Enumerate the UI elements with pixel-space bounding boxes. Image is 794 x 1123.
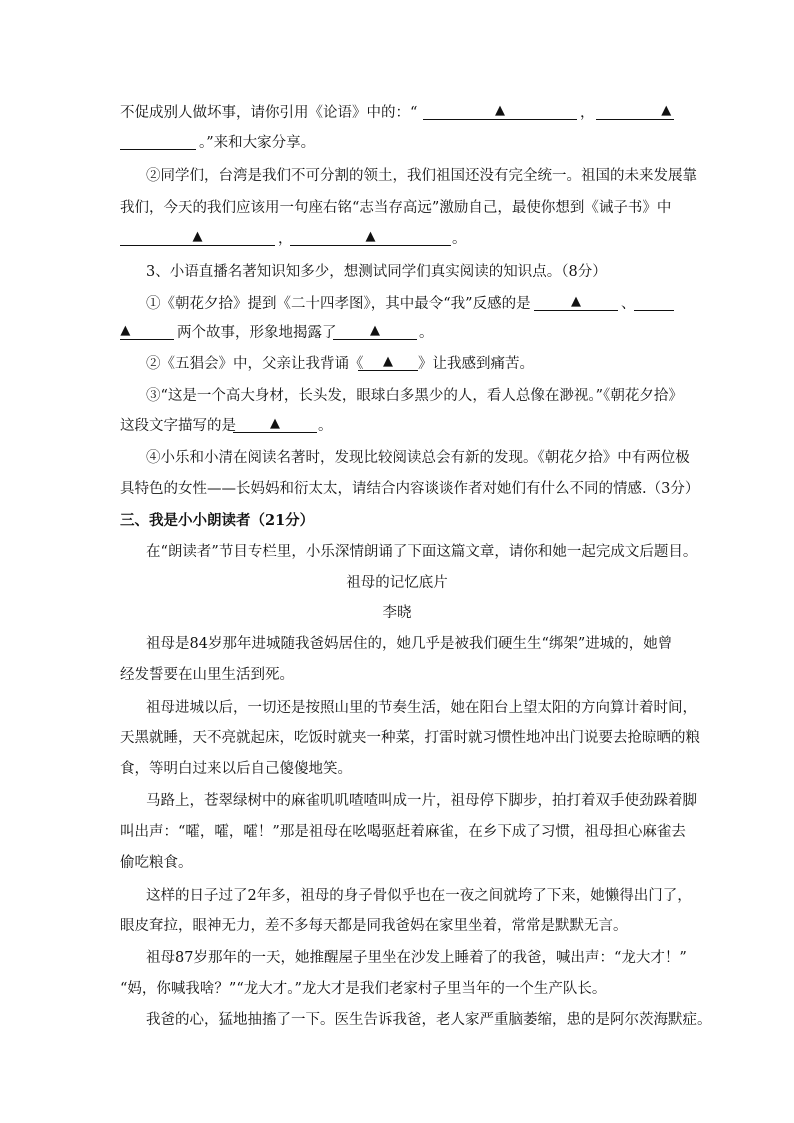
- blank-marker-icon: ▲: [495, 103, 505, 118]
- question-text: 两个故事，形象地揭露了: [177, 325, 337, 341]
- blank-marker-icon: ▲: [661, 103, 672, 118]
- blank-marker-icon: ▲: [192, 229, 203, 244]
- article-text: 天黑就睡，天不亮就起床，吃饭时就夹一种菜，打雷时就习惯性地冲出门说要去抢晾晒的粮: [120, 730, 700, 746]
- article-text: 偷吃粮食。: [120, 855, 193, 871]
- article-text: 叫出声：“嚯，嚯，嚯！”那是祖母在吆喝驱赶着麻雀，在乡下成了习惯，祖母担心麻雀去: [120, 824, 686, 840]
- punctuation: 。: [452, 231, 467, 247]
- instruction-text: 在“朗读者”节目专栏里，小乐深情朗诵了下面这篇文章，请你和她一起完成文后题目。: [146, 544, 698, 560]
- question-text: ③“这是一个高大身材，长头发，眼球白多黑少的人，看人总像在渺视。”《朝花夕拾》: [146, 388, 683, 404]
- question-text: 。”来和大家分享。: [199, 135, 316, 151]
- blank-marker-icon: ▲: [365, 229, 376, 244]
- question-text: 我们，今天的我们应该用一句座右铭“志当存高远”激励自己，最使你想到《诫子书》中: [120, 200, 672, 216]
- punctuation: ，: [580, 105, 595, 121]
- question-heading: 3、小语直播名著知识知多少，想测试同学们真实阅读的知识点。（8分）: [146, 264, 607, 280]
- answer-blank[interactable]: [596, 103, 674, 120]
- answer-blank[interactable]: [290, 229, 451, 246]
- article-text: 祖母进城以后，一切还是按照山里的节奏生活，她在阳台上望太阳的方向算计着时间，: [146, 700, 697, 716]
- punctuation: ，: [278, 231, 293, 247]
- answer-blank[interactable]: [534, 294, 618, 311]
- article-text: 祖母是84岁那年进城随我爸妈居住的，她几乎是被我们硬生生“绑架”进城的，她曾: [146, 636, 673, 652]
- answer-blank[interactable]: [634, 294, 674, 311]
- article-text: 眼皮耷拉，眼神无力，差不多每天都是同我爸妈在家里坐着，常常是默默无言。: [120, 918, 628, 934]
- punctuation: 、: [621, 296, 636, 312]
- article-text: 祖母87岁那年的一天，她推醒屋子里坐在沙发上睡着了的我爸，喊出声：“龙大才！”: [146, 950, 687, 966]
- question-text: ④小乐和小清在阅读名著时，发现比较阅读总会有新的发现。《朝花夕拾》中有两位极: [146, 450, 690, 466]
- question-text: 》让我感到痛苦。: [418, 356, 534, 372]
- blank-marker-icon: ▲: [383, 354, 393, 369]
- question-text: ①《朝花夕拾》提到《二十四孝图》，其中最令“我”反感的是: [146, 296, 531, 312]
- blank-marker-icon: ▲: [270, 416, 280, 431]
- answer-blank[interactable]: [120, 229, 275, 246]
- question-text: ②《五猖会》中，父亲让我背诵《: [146, 356, 364, 372]
- question-text: 不促成别人做坏事，请你引用《论语》中的：“: [120, 105, 418, 121]
- question-text: 这段文字描写的是: [120, 418, 236, 434]
- article-text: 经发誓要在山里生活到死。: [120, 667, 294, 683]
- blank-marker-icon: ▲: [571, 294, 581, 309]
- answer-blank[interactable]: [333, 323, 417, 340]
- answer-blank-continued[interactable]: [120, 133, 196, 150]
- section-title: 三、我是小小朗读者（21分）: [120, 512, 315, 529]
- blank-marker-icon: ▲: [120, 323, 131, 338]
- answer-blank[interactable]: [423, 103, 577, 120]
- question-text: ②同学们，台湾是我们不可分割的领土，我们祖国还没有完全统一。祖国的未来发展靠: [146, 168, 697, 184]
- article-title: 祖母的记忆底片: [346, 575, 448, 591]
- article-author: 李晓: [382, 605, 412, 621]
- article-text: 马路上，苍翠绿树中的麻雀叽叽喳喳叫成一片，祖母停下脚步，拍打着双手使劲跺着脚: [146, 793, 697, 809]
- question-text: 具特色的女性——长妈妈和衍太太，请结合内容谈谈作者对她们有什么不同的情感.（3分）: [120, 481, 700, 497]
- punctuation: 。: [419, 325, 434, 341]
- blank-marker-icon: ▲: [370, 323, 380, 338]
- article-text: “妈，你喊我啥？”“龙大才。”龙大才是我们老家村子里当年的一个生产队长。: [120, 981, 607, 997]
- article-text: 我爸的心，猛地抽搐了一下。医生告诉我爸，老人家严重脑萎缩，患的是阿尔茨海默症。: [146, 1012, 712, 1028]
- answer-blank[interactable]: [358, 354, 418, 371]
- article-text: 这样的日子过了2年多，祖母的身子骨似乎也在一夜之间就垮了下来，她懒得出门了，: [146, 888, 692, 904]
- article-text: 食，等明白过来以后自己傻傻地笑。: [120, 761, 352, 777]
- punctuation: 。: [318, 418, 333, 434]
- answer-blank[interactable]: [233, 416, 317, 433]
- answer-blank-continued[interactable]: [120, 323, 174, 340]
